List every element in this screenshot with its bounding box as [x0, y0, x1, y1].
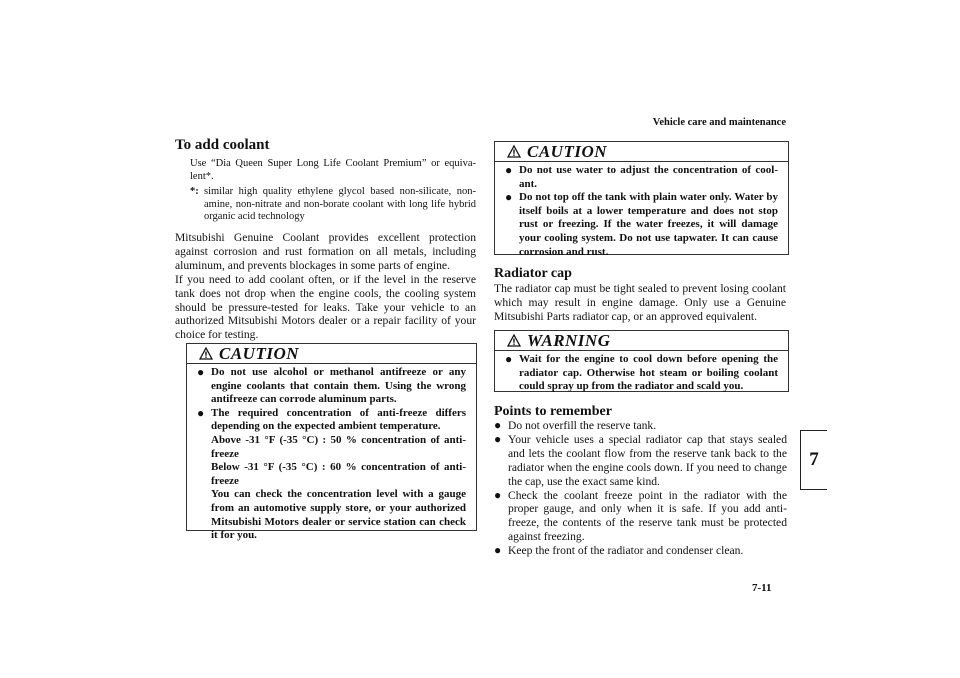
warning-title-bar [495, 331, 788, 351]
bullet-icon: ● [494, 543, 502, 558]
list-item: ● Do not use water to adjust the concentration of cool-ant. [505, 163, 778, 190]
heading-radiator-cap: Radiator cap [494, 266, 572, 281]
page-number: 7-11 [752, 582, 772, 594]
caution-title: CAUTION [219, 343, 300, 363]
warning-title: WARNING [527, 330, 611, 350]
warning-triangle-icon [199, 347, 213, 360]
caution-list [495, 162, 788, 265]
caution-list [187, 364, 476, 549]
chapter-tab: 7 [800, 430, 827, 490]
warning-triangle-icon [507, 334, 521, 347]
caution-title: CAUTION [527, 141, 608, 161]
list-item: ● Do not overfill the reserve tank. [494, 418, 657, 432]
footnote-mark: *: [190, 186, 199, 197]
bullet-icon: ● [197, 365, 205, 379]
warning-list [495, 351, 788, 400]
list-item: ● The required concentration of anti-freeze differs depending on the expected ambient temperature. Above -31 °F (-35 °C) : 50 % concentration of anti-freeze Below -31 °F (-35 °C) : 60 % concentration of anti-freeze You can check the concentration level with a gauge from an automotive supply store, or your authorized Mitsubishi Motors dealer or service station can check it for you. [197, 405, 466, 542]
warning-triangle-icon [507, 145, 521, 158]
radiator-paragraph: The radiator cap must be tight sealed to prevent losing coolant which may result in engine damage. Only use a Genuine Mitsubishi Parts radiator cap, or an approved equivalent. [494, 282, 786, 323]
caution-title-bar [187, 344, 476, 364]
footnote-text: similar high quality ethylene glycol based non-silicate, non-amine, non-nitrate and non-borate coolant with long life hybrid organic acid technology [204, 186, 476, 223]
list-item: ● Keep the front of the radiator and condenser clean. [494, 543, 744, 558]
caution-box-water [494, 141, 789, 258]
bullet-icon: ● [494, 418, 502, 432]
heading-points-to-remember: Points to remember [494, 404, 612, 419]
heading-to-add-coolant: To add coolant [175, 137, 270, 153]
coolant-footnote [190, 186, 476, 224]
warning-box-radiator [494, 330, 789, 392]
list-item: ● Wait for the engine to cool down before opening the radiator cap. Otherwise hot steam or boiling coolant could spray up from the radiator and scald you. [505, 352, 778, 393]
running-header: Vehicle care and maintenance [652, 117, 786, 128]
bullet-icon: ● [505, 352, 513, 366]
list-item: ● Your vehicle uses a special radiator cap that stays sealed and lets the coolant flow from the reserve tank back to the radiator when the engine cools down. If you need to change the cap, use the exact same kind. [494, 431, 787, 488]
list-item: ● Do not use alcohol or methanol antifreeze or any engine coolants that contain them. Using the wrong antifreeze can corrode aluminum parts. [197, 365, 466, 406]
bullet-icon: ● [197, 405, 205, 420]
bullet-icon: ● [505, 163, 513, 177]
bullet-icon: ● [494, 431, 502, 446]
points-list [494, 419, 787, 558]
coolant-paragraph: Mitsubishi Genuine Coolant provides excellent protection against corrosion and rust formation on all metals, including aluminum, and prevents blockages in some parts of engine. If you need to add coolant often, or if the level in the reserve tank does not drop when the engine cools, the cooling system should be pressure-tested for leaks. Take your vehicle to an authorized Mitsubishi Motors dealer or a repair facility of your choice for testing. [175, 231, 476, 342]
bullet-icon: ● [505, 190, 513, 205]
points-section [494, 419, 787, 558]
bullet-icon: ● [494, 487, 502, 502]
list-item: ● Check the coolant freeze point in the radiator with the proper gauge, and only when it is safe. If you add anti-freeze, the contents of the reserve tank must be protected against freezing. [494, 487, 787, 544]
coolant-note: Use “Dia Queen Super Long Life Coolant Premium” or equiva-lent*. [190, 158, 476, 182]
list-item: ● Do not top off the tank with plain water only. Water by itself boils at a lower temperature and does not stop rust or freezing. If the water freezes, it will damage your cooling system. Do not use tapwater. It can cause corrosion and rust. [505, 190, 778, 258]
caution-title-bar [495, 142, 788, 162]
caution-box-coolant [186, 343, 477, 542]
